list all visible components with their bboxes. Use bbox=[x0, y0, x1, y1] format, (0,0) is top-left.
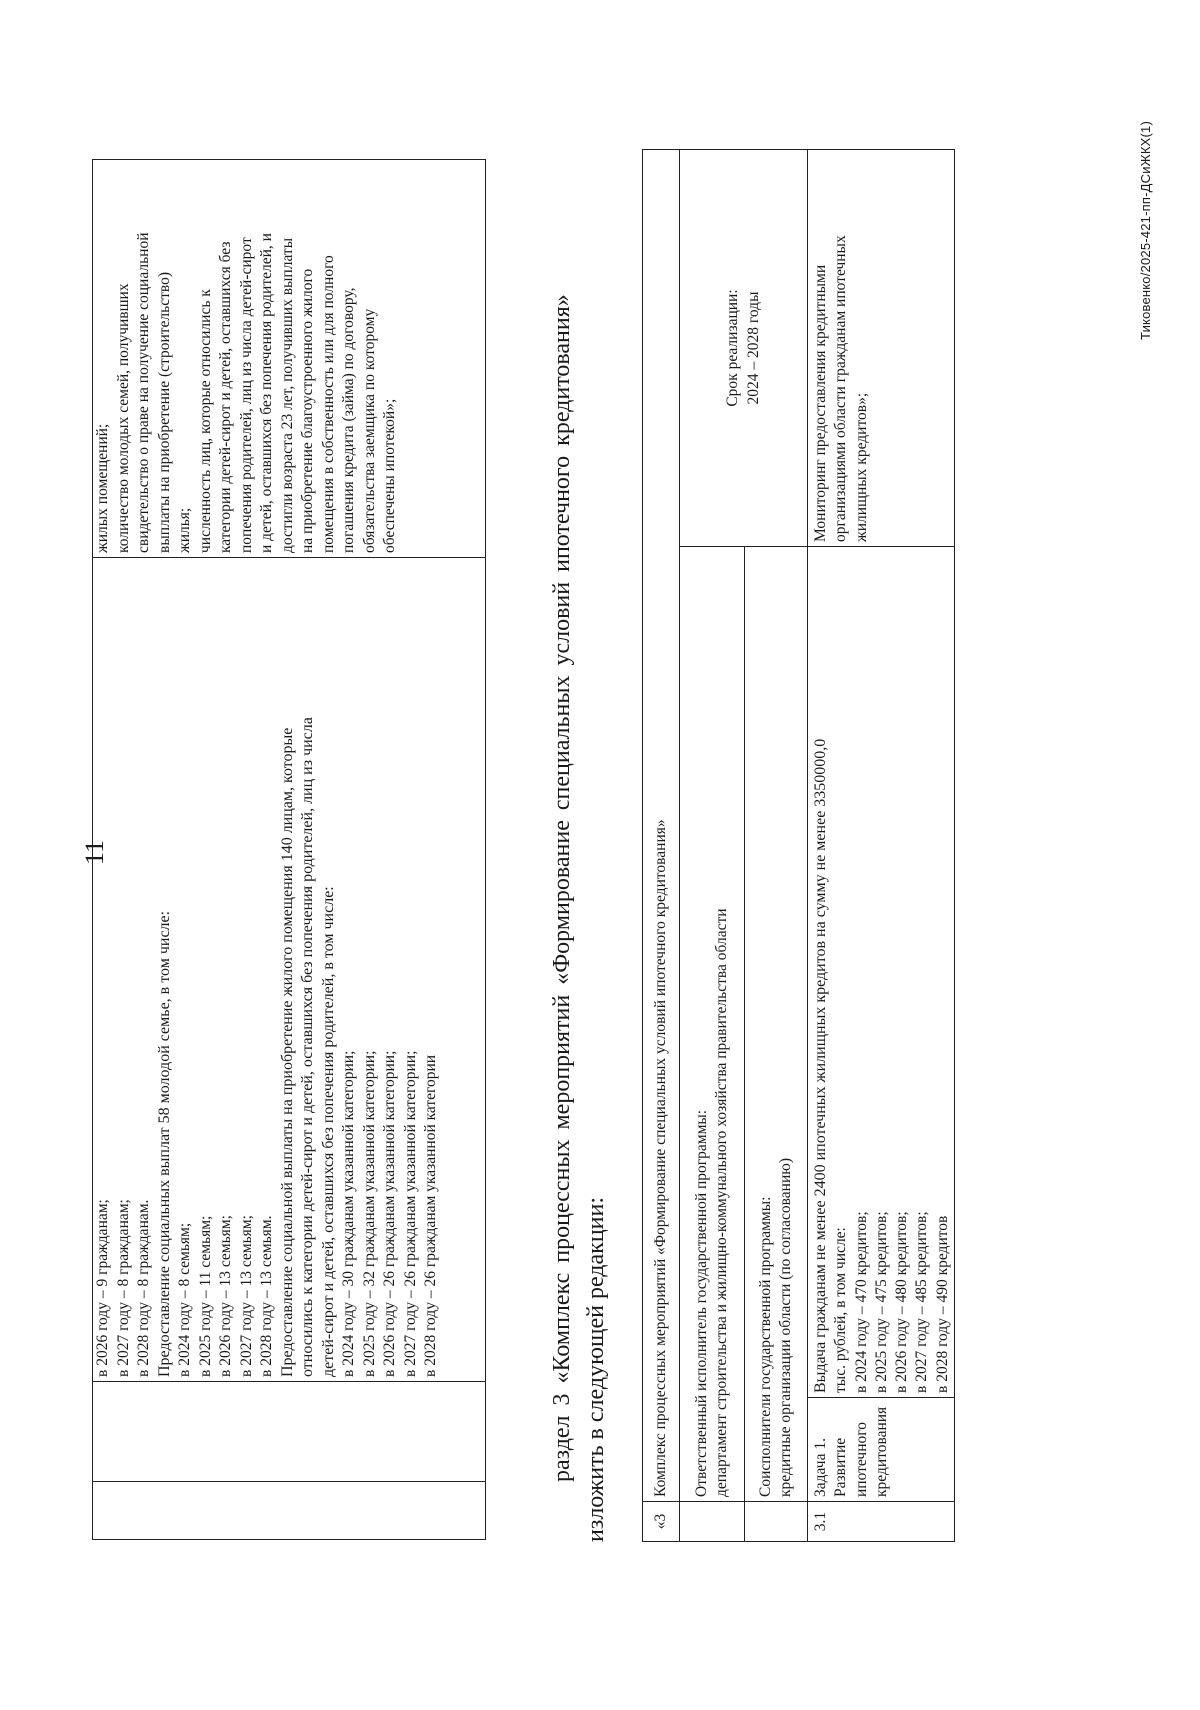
task-name-line: Задача 1. bbox=[812, 1438, 829, 1497]
result-line: в 2026 году – 26 гражданам указанной категории; bbox=[381, 1050, 398, 1377]
task-indicator-line: организациями области гражданам ипотечных bbox=[832, 235, 850, 542]
result-line: Предоставление социальной выплаты на приобретение жилого помещения 140 лицам, которые bbox=[278, 727, 296, 1377]
task-result-line: Выдача гражданам не менее 2400 ипотечных жилищных кредитов на сумму не менее 3350000,0 bbox=[812, 738, 829, 1393]
task-result-line: в 2028 году – 490 кредитов bbox=[933, 1215, 951, 1393]
task-result-line: в 2025 году – 475 кредитов; bbox=[872, 1211, 890, 1393]
indicator-line: обеспечены ипотекой»; bbox=[381, 398, 398, 553]
result-line: Предоставление социальных выплат 58 молодой семье, в том числе: bbox=[155, 910, 173, 1377]
result-line: относились к категории детей-сирот и детей, оставшихся без попечения родителей, лиц из числа bbox=[299, 717, 316, 1377]
indicator-line: обязательства заемщика по которому bbox=[360, 308, 378, 553]
table-row bbox=[643, 149, 680, 1541]
empty-cell bbox=[745, 1502, 808, 1542]
result-line: в 2026 году – 9 гражданам; bbox=[94, 1199, 111, 1377]
indicator-line: достигли возраста 23 лет, получивших выплаты bbox=[278, 237, 296, 553]
indicator-line: свидетельство о праве на получение социальной bbox=[135, 232, 152, 553]
task-indicator-line: Мониторинг предоставления кредитными bbox=[812, 264, 829, 542]
section3-table bbox=[642, 149, 955, 1542]
period-label: Срок реализации: bbox=[724, 289, 742, 407]
result-line: в 2025 году – 11 семьям; bbox=[196, 1215, 214, 1377]
task-name-line: Развитие bbox=[832, 1437, 850, 1497]
page-number: 11 bbox=[80, 839, 109, 865]
indicator-line: на приобретение благоустроенного жилого bbox=[299, 268, 316, 553]
indicator-line: категории детей-сирот и детей, оставшихся без bbox=[217, 241, 234, 553]
section-heading-line: изложить в следующей редакции: bbox=[583, 1196, 609, 1542]
table-cell-results bbox=[93, 558, 486, 1382]
document-footer-code: Тиковенко/2025-421-пп-ДСиЖКХ(1) bbox=[1138, 120, 1153, 340]
result-line: детей-сирот и детей, оставшихся без попечения родителей, в том числе: bbox=[319, 886, 337, 1377]
result-line: в 2028 году – 8 гражданам. bbox=[135, 1199, 152, 1377]
indicator-line: количество молодых семей, получивших bbox=[114, 283, 132, 553]
task-indicators-cell bbox=[808, 149, 955, 546]
result-line: в 2025 году – 32 гражданам указанной категории; bbox=[360, 1050, 378, 1377]
coexecutors-value: кредитные организации области (по согласованию) bbox=[777, 1157, 794, 1497]
indicator-line: и детей, оставшихся без попечения родителей, и bbox=[258, 233, 275, 553]
responsible-value: департамент строительства и жилищно-коммунального хозяйства правительства области bbox=[713, 908, 730, 1497]
result-line: в 2028 году – 13 семьям. bbox=[258, 1215, 275, 1377]
indicator-line: численность лиц, которые относились к bbox=[196, 289, 214, 553]
table-cell-task bbox=[93, 1382, 486, 1482]
coexecutors-cell bbox=[745, 547, 808, 1502]
coexecutors-label: Соисполнители государственной программы: bbox=[756, 1196, 774, 1497]
table-row bbox=[680, 149, 745, 1541]
indicator-line: помещения в собственность или для полного bbox=[319, 255, 337, 553]
section-heading bbox=[545, 152, 613, 1542]
task-name-cell bbox=[808, 1398, 955, 1502]
table-cell-number bbox=[93, 1482, 486, 1540]
task-indicator-line: жилищных кредитов»; bbox=[852, 392, 870, 542]
task-name-line: ипотечного bbox=[852, 1422, 870, 1497]
task-number: 3.1 bbox=[808, 1502, 955, 1542]
indicator-line: жилья; bbox=[176, 507, 193, 553]
task-result-line: в 2027 году – 485 кредитов; bbox=[913, 1211, 931, 1393]
result-line: в 2024 году – 30 гражданам указанной категории; bbox=[340, 1050, 357, 1377]
indicator-line: попечения родителей, лиц из числа детей-сирот bbox=[237, 237, 255, 553]
row-title-text: Комплекс процессных мероприятий «Формирование специальных условий ипотечного кредитования» bbox=[643, 149, 680, 1501]
responsible-label: Ответственный исполнитель государственной программы: bbox=[692, 1109, 710, 1497]
task-name-line: кредитования bbox=[872, 1406, 890, 1497]
table-row bbox=[93, 160, 486, 1540]
task-result-line: тыс. рублей, в том числе: bbox=[832, 1227, 850, 1393]
indicators-table-continuation bbox=[92, 159, 486, 1540]
task-result-line: в 2026 году – 480 кредитов; bbox=[893, 1211, 911, 1393]
result-line: в 2027 году – 8 гражданам; bbox=[114, 1199, 132, 1377]
table-row bbox=[808, 149, 955, 1541]
period-cell bbox=[680, 149, 808, 546]
indicator-line: выплаты на приобретение (строительство) bbox=[155, 272, 173, 553]
empty-cell bbox=[680, 1502, 745, 1542]
responsible-cell bbox=[680, 547, 745, 1502]
section-heading-line: раздел 3 «Комплекс процессных мероприятий «Формирование специальных условий ипотечного кредитования» bbox=[549, 294, 575, 1482]
task-result-line: в 2024 году – 470 кредитов; bbox=[852, 1211, 870, 1393]
indicator-line: погашения кредита (займа) по договору, bbox=[340, 287, 357, 553]
result-line: в 2027 году – 26 гражданам указанной категории; bbox=[401, 1050, 419, 1377]
indicator-line: жилых помещений; bbox=[94, 423, 111, 553]
period-value: 2024 – 2028 годы bbox=[744, 291, 762, 405]
table-cell-indicators bbox=[93, 160, 486, 558]
result-line: в 2028 году – 26 гражданам указанной категории bbox=[422, 1054, 439, 1377]
result-line: в 2024 году – 8 семьям; bbox=[176, 1222, 193, 1377]
row-title-number: «3 bbox=[643, 1502, 680, 1542]
result-line: в 2026 году – 13 семьям; bbox=[217, 1215, 234, 1377]
task-results-cell bbox=[808, 547, 955, 1398]
result-line: в 2027 году – 13 семьям; bbox=[237, 1215, 255, 1377]
